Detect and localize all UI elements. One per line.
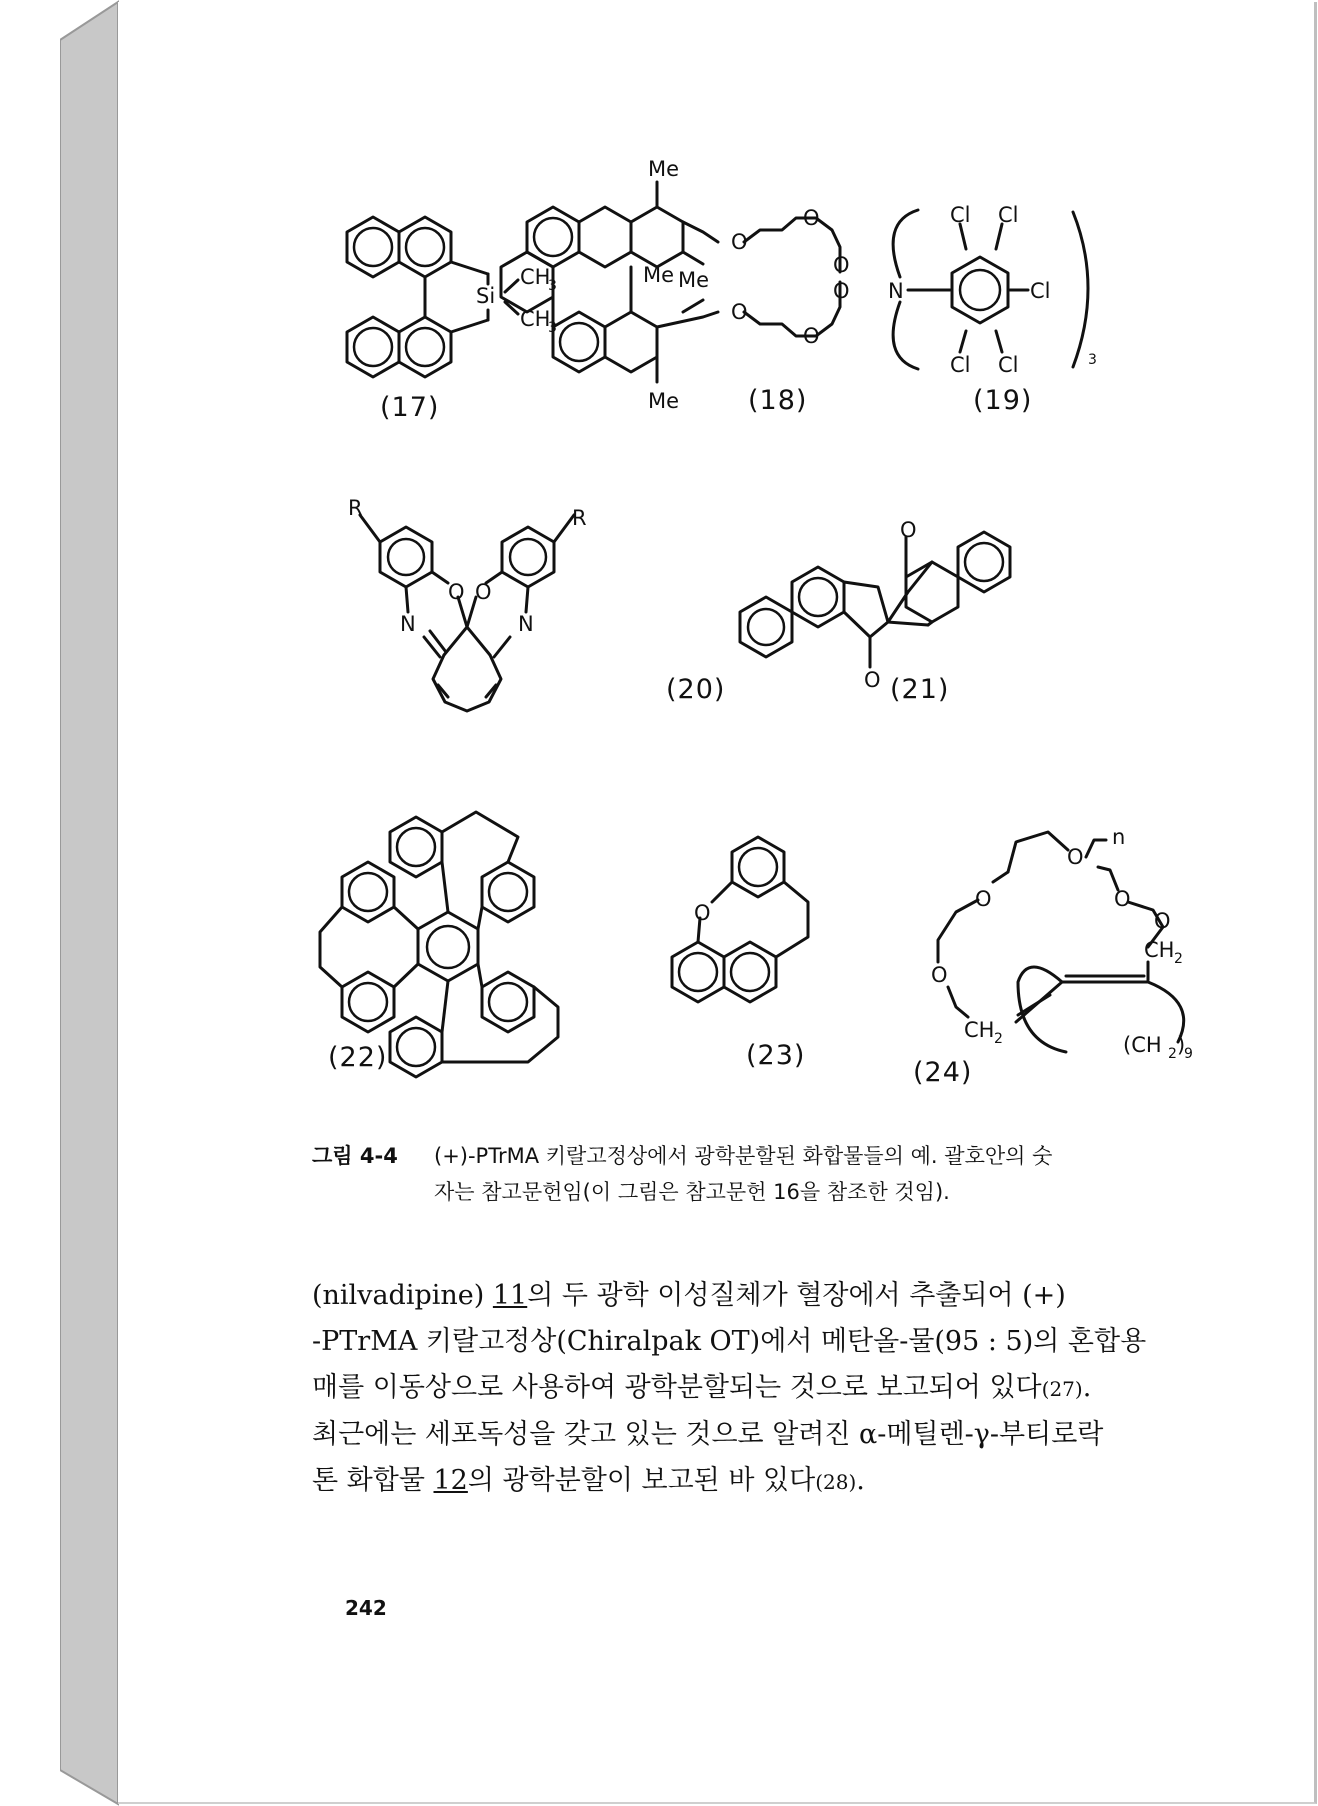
c18-o-2: O bbox=[731, 300, 748, 324]
body-line-5: 톤 화합물 12의 광학분할이 보고된 바 있다(28). bbox=[312, 1465, 865, 1496]
c20-n-left: N bbox=[400, 612, 416, 636]
c18-me-top: Me bbox=[648, 157, 680, 181]
compound-20-label: (20) bbox=[666, 674, 726, 705]
c24-sub2-right: 2 bbox=[1174, 951, 1183, 967]
c20-o-left: O bbox=[448, 580, 465, 604]
citation-28: (28) bbox=[815, 1470, 857, 1494]
compound-24 bbox=[878, 812, 1198, 1076]
compound-18-label: (18) bbox=[748, 385, 808, 416]
caption-line-1: (+)-PTrMA 키랄고정상에서 광학분할된 화합물들의 예. 괄호안의 숫 bbox=[434, 1144, 1053, 1168]
compound-19-structure bbox=[878, 202, 1118, 377]
compound-22-label: (22) bbox=[328, 1042, 388, 1073]
compound-19 bbox=[878, 202, 1118, 381]
c17-sub3-top: 3 bbox=[548, 278, 557, 294]
caption-line-2: 자는 참고문헌임(이 그림은 참고문헌 16을 참조한 것임). bbox=[434, 1180, 950, 1204]
c24-sub9: 9 bbox=[1184, 1046, 1193, 1062]
c24-ch2-left: CH bbox=[964, 1018, 995, 1042]
c17-methyl-bottom: CH bbox=[520, 307, 551, 331]
c24-o-left1: O bbox=[975, 887, 992, 911]
compound-24-structure bbox=[878, 812, 1198, 1072]
compound-18-structure bbox=[488, 152, 848, 422]
c18-o-5: O bbox=[833, 253, 850, 277]
c17-methyl-top: CH bbox=[520, 265, 551, 289]
c24-n: n bbox=[1112, 825, 1126, 849]
c17-si: Si bbox=[476, 284, 496, 308]
compound-23-label: (23) bbox=[746, 1040, 806, 1071]
body-line-2: -PTrMA 키랄고정상(Chiralpak OT)에서 메탄올-물(95 : 5)의 혼합용 bbox=[312, 1326, 1147, 1357]
c20-r-right: R bbox=[572, 506, 587, 530]
c18-me-bottom: Me bbox=[648, 389, 680, 413]
c18-o-1: O bbox=[731, 230, 748, 254]
c19-sub3: 3 bbox=[1088, 352, 1097, 368]
body-paragraph bbox=[312, 1273, 1196, 1505]
body-text bbox=[312, 1273, 1196, 1505]
c24-o-top: O bbox=[1067, 845, 1084, 869]
compound-23-structure bbox=[648, 832, 848, 1032]
compound-17-label: (17) bbox=[380, 392, 440, 423]
caption-label: 그림 4-4 bbox=[312, 1144, 398, 1168]
c18-me-mid1: Me bbox=[643, 263, 675, 287]
compound-21-label: (21) bbox=[890, 674, 950, 705]
body-line-4: 최근에는 세포독성을 갖고 있는 것으로 알려진 α-메틸렌-γ-부티로락 bbox=[312, 1419, 1104, 1450]
c24-chain-close: ) bbox=[1177, 1033, 1186, 1057]
compound-20-structure bbox=[348, 497, 628, 727]
ref-compound-12: 12 bbox=[433, 1465, 468, 1496]
c18-o-6: O bbox=[833, 279, 850, 303]
c24-chain: (CH bbox=[1123, 1033, 1162, 1057]
c19-cl-4: Cl bbox=[950, 353, 971, 377]
ref-compound-11: 11 bbox=[492, 1280, 528, 1311]
compound-20 bbox=[348, 497, 628, 731]
c19-cl-3: Cl bbox=[1030, 279, 1051, 303]
c24-o-right1: O bbox=[1114, 887, 1131, 911]
book-spine bbox=[60, 0, 120, 1806]
c23-o: O bbox=[694, 901, 711, 925]
c19-n: N bbox=[888, 279, 904, 303]
body-line-3: 매를 이동상으로 사용하여 광학분할되는 것으로 보고되어 있다(27). bbox=[312, 1372, 1092, 1403]
page-number: 242 bbox=[345, 1596, 387, 1620]
c24-sub2-chain: 2 bbox=[1168, 1046, 1177, 1062]
compound-23 bbox=[648, 832, 848, 1036]
compound-19-label: (19) bbox=[973, 385, 1033, 416]
c19-cl-5: Cl bbox=[998, 353, 1019, 377]
c20-r-left: R bbox=[348, 496, 363, 520]
c17-sub3-bottom: 3 bbox=[548, 320, 557, 336]
c19-cl-2: Cl bbox=[998, 203, 1019, 227]
c24-o-left2: O bbox=[931, 963, 948, 987]
c24-o-right2: O bbox=[1154, 909, 1171, 933]
compound-24-label: (24) bbox=[913, 1057, 973, 1088]
c18-o-3: O bbox=[803, 206, 820, 230]
c18-me-mid2: Me bbox=[678, 268, 710, 292]
body-line-1: (nilvadipine) 11의 두 광학 이성질체가 혈장에서 추출되어 (+) bbox=[312, 1280, 1066, 1311]
book-page bbox=[118, 2, 1317, 1804]
c21-o-bottom: O bbox=[864, 668, 881, 692]
c21-o-top: O bbox=[900, 518, 917, 542]
c20-o-right: O bbox=[475, 580, 492, 604]
citation-27: (27) bbox=[1041, 1377, 1083, 1401]
c24-sub2-left: 2 bbox=[994, 1031, 1003, 1047]
c20-n-right: N bbox=[518, 612, 534, 636]
c19-cl-1: Cl bbox=[950, 203, 971, 227]
c24-ch2-right: CH bbox=[1144, 938, 1175, 962]
compound-21 bbox=[738, 507, 1078, 691]
c18-o-4: O bbox=[803, 324, 820, 348]
